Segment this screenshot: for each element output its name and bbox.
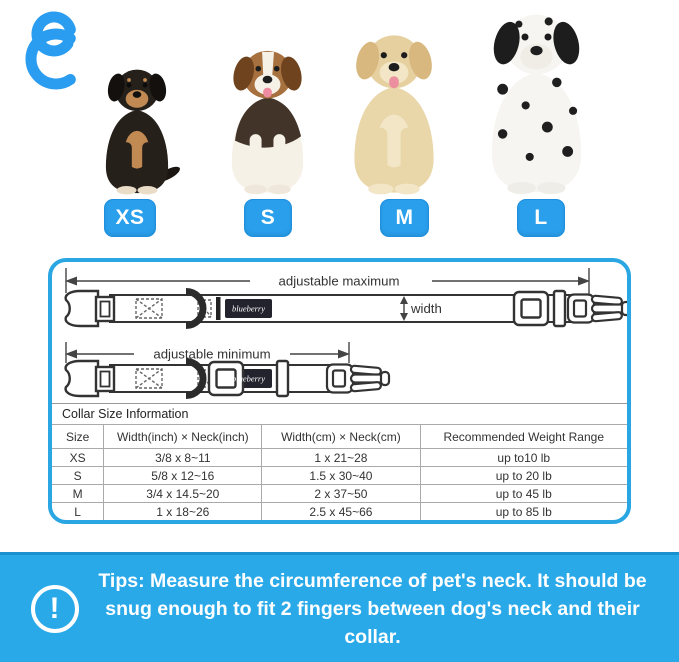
collar-size-table <box>52 424 627 521</box>
adjustable-minimum-label: adjustable minimum <box>153 346 271 362</box>
col-header-width-cm: Width(cm) × Neck(cm) <box>262 425 420 449</box>
cell-cm: 1 x 21~28 <box>262 449 420 467</box>
col-header-width-inch: Width(inch) × Neck(inch) <box>104 425 262 449</box>
col-header-weight: Recommended Weight Range <box>420 425 627 449</box>
cell-cm: 2.5 x 45~66 <box>262 503 420 521</box>
collar-size-info-box <box>48 258 631 524</box>
cell-weight: up to 20 lb <box>420 467 627 485</box>
cell-inch: 3/8 x 8~11 <box>104 449 262 467</box>
brand-tag-label: blueberry <box>231 303 266 314</box>
dog-photo-s-beagle <box>208 43 327 195</box>
dog-photo-l-dalmatian <box>462 5 611 195</box>
brand-tag-label-2: blueberry <box>231 373 266 384</box>
cell-weight: up to 85 lb <box>420 503 627 521</box>
col-header-size: Size <box>52 425 104 449</box>
table-title: Collar Size Information <box>52 403 627 424</box>
cell-size: S <box>52 467 104 485</box>
cell-weight: up to10 lb <box>420 449 627 467</box>
cell-inch: 5/8 x 12~16 <box>104 467 262 485</box>
tips-text: Tips: Measure the circumference of pet's neck. It should be snug enough to fit 2 fingers between dog's neck and their collar. <box>98 569 647 648</box>
size-badge-l[interactable]: L <box>517 199 565 237</box>
cell-cm: 2 x 37~50 <box>262 485 420 503</box>
table-row-xs <box>52 449 627 467</box>
cell-size: L <box>52 503 104 521</box>
table-row-l <box>52 503 627 521</box>
exclamation-circle-icon: ! <box>31 585 79 633</box>
width-label: width <box>411 301 442 316</box>
e-swirl-logo-icon <box>20 4 90 94</box>
cell-size: XS <box>52 449 104 467</box>
size-badge-m[interactable]: M <box>380 199 429 237</box>
table-header-row <box>52 425 627 449</box>
collar-measurement-diagram <box>52 262 627 403</box>
cell-inch: 1 x 18~26 <box>104 503 262 521</box>
cell-cm: 1.5 x 30~40 <box>262 467 420 485</box>
cell-size: M <box>52 485 104 503</box>
adjustable-maximum-label: adjustable maximum <box>278 273 400 289</box>
cell-inch: 3/4 x 14.5~20 <box>104 485 262 503</box>
cell-weight: up to 45 lb <box>420 485 627 503</box>
dog-photo-xs-black-and-tan-puppy <box>85 63 189 195</box>
table-row-m <box>52 485 627 503</box>
dog-photo-m-golden-retriever <box>328 27 460 195</box>
size-badge-xs[interactable]: XS <box>104 199 156 237</box>
size-badge-s[interactable]: S <box>244 199 292 237</box>
tips-banner <box>0 552 679 662</box>
table-row-s <box>52 467 627 485</box>
